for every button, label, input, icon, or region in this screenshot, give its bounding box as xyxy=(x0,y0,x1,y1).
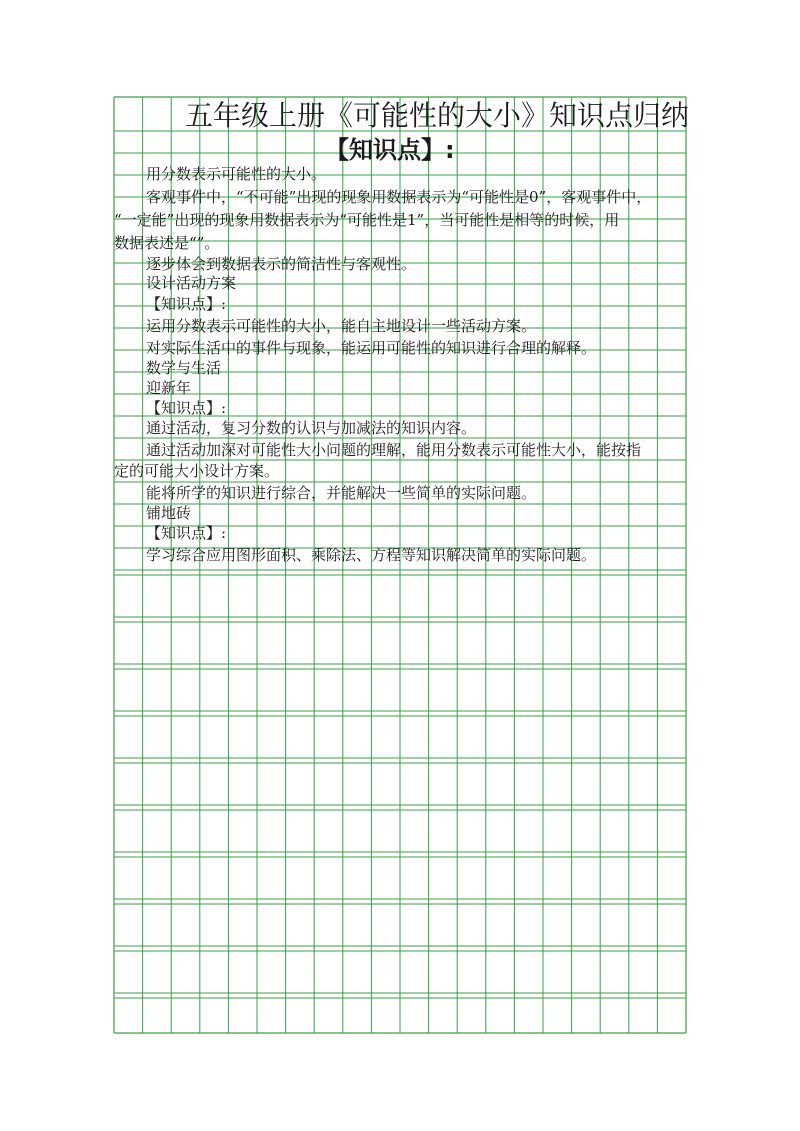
text-line-14: 通过活动加深对可能性大小问题的理解，能用分数表示可能性大小，能按指 xyxy=(146,441,642,459)
section-title-math-life: 数学与生活 xyxy=(146,359,222,377)
text-line-8: 运用分数表示可能性的大小，能自主地设计一些活动方案。 xyxy=(146,317,537,335)
text-line-9: 对实际生活中的事件与现象，能运用可能性的知识进行合理的解释。 xyxy=(146,339,597,357)
text-line-13: 通过活动，复习分数的认识与加减法的知识内容。 xyxy=(146,419,477,437)
main-heading: 【知识点】: xyxy=(325,136,455,164)
section-title-activity-plan: 设计活动方案 xyxy=(146,274,237,292)
text-line-4: 数据表述是“”。 xyxy=(114,234,220,252)
text-line-19: 学习综合应用图形面积、乘除法、方程等知识解决简单的实际问题。 xyxy=(146,546,597,564)
knowledge-heading-2: 【知识点】: xyxy=(146,295,227,313)
text-line-5: 逐步体会到数据表示的简洁性与客观性。 xyxy=(146,255,417,273)
text-line-3: “一定能”出现的现象用数据表示为“可能性是1”，当可能性是相等的时候，用 xyxy=(114,211,620,229)
text-line-16: 能将所学的知识进行综合，并能解决一些简单的实际问题。 xyxy=(146,484,537,502)
knowledge-heading-3: 【知识点】: xyxy=(146,399,227,417)
knowledge-heading-4: 【知识点】: xyxy=(146,524,227,542)
section-title-floor-tiles: 铺地砖 xyxy=(146,504,192,522)
text-line-2: 客观事件中，“不可能”出现的现象用数据表示为“可能性是0”，客观事件中， xyxy=(146,188,652,206)
section-title-new-year: 迎新年 xyxy=(146,379,192,397)
text-line-1: 用分数表示可能性的大小。 xyxy=(146,165,327,183)
document-title: 五年级上册《可能性的大小》知识点归纳 xyxy=(185,99,690,132)
text-line-15: 定的可能大小设计方案。 xyxy=(114,462,280,480)
